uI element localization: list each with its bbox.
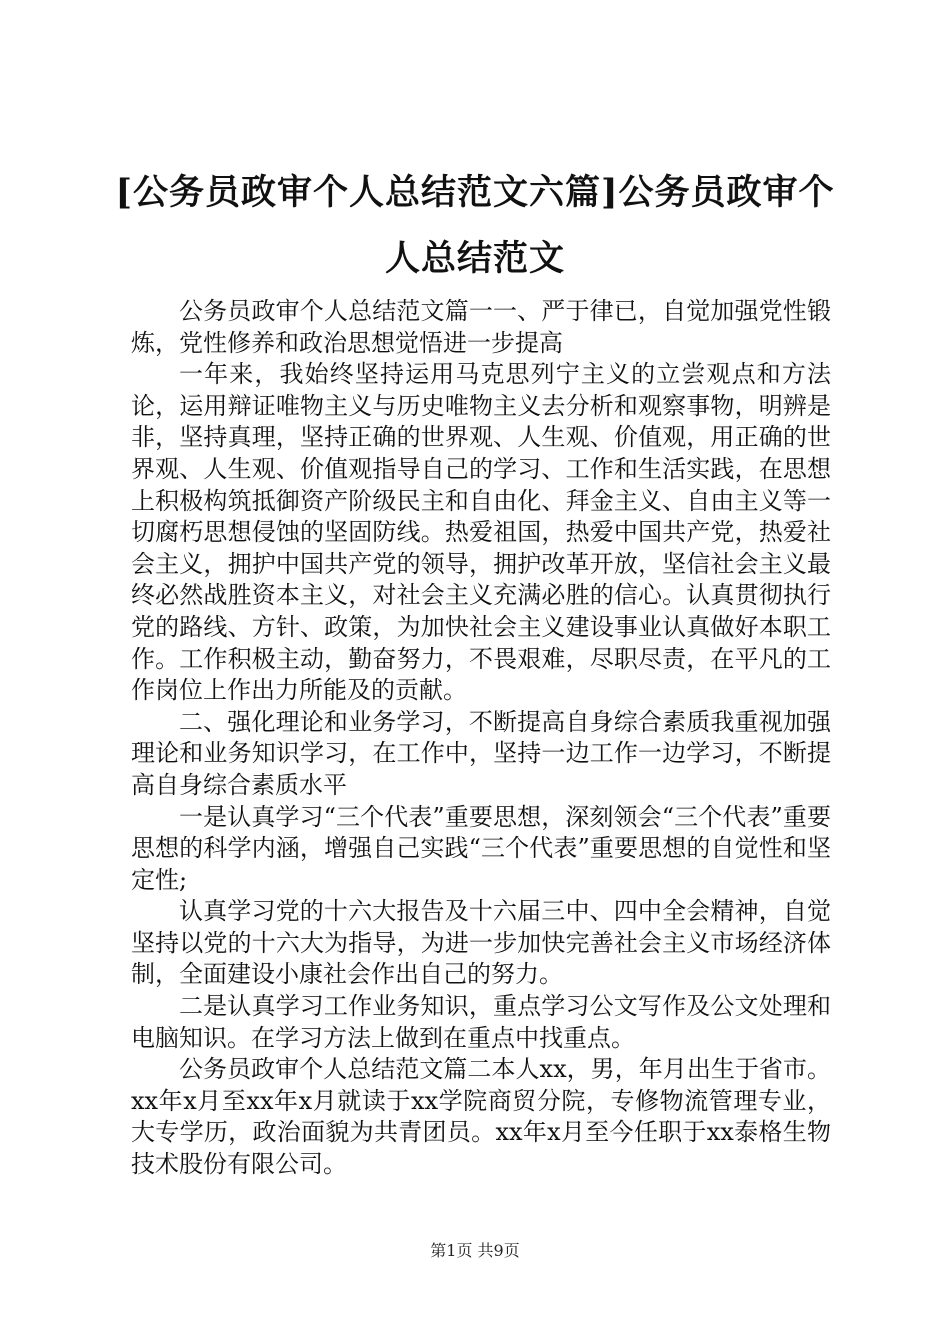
paragraph: 公务员政审个人总结范文篇一一、严于律已，自觉加强党性锻炼，党性修养和政治思想觉悟进一步提高 — [131, 297, 831, 357]
page-number-footer: 第1页 共9页 — [430, 1241, 520, 1260]
paragraph: 公务员政审个人总结范文篇二本人xx，男，年月出生于省市。xx年x月至xx年x月就读于xx学院商贸分院，专修物流管理专业，大专学历，政治面貌为共青团员。xx年x月至今任职于xx泰格生物技术股份有限公司。 — [131, 1055, 831, 1179]
paragraph: 一是认真学习“三个代表”重要思想，深刻领会“三个代表”重要思想的科学内涵，增强自己实践“三个代表”重要思想的自觉性和坚定性; — [131, 802, 831, 894]
paragraph: 认真学习党的十六大报告及十六届三中、四中全会精神，自觉坚持以党的十六大为指导，为进一步加快完善社会主义市场经济体制，全面建设小康社会作出自己的努力。 — [131, 897, 831, 989]
paragraph: 二、强化理论和业务学习，不断提高自身综合素质我重视加强理论和业务知识学习，在工作中，坚持一边工作一边学习，不断提高自身综合素质水平 — [131, 707, 831, 799]
document-title: [公务员政审个人总结范文六篇]公务员政审个人总结范文 — [115, 172, 835, 279]
paragraph: 一年来，我始终坚持运用马克思列宁主义的立尝观点和方法论，运用辩证唯物主义与历史唯物主义去分析和观察事物，明辨是非，坚持真理，坚持正确的世界观、人生观、价值观，用正确的世界观、人生观、价值观指导自己的学习、工作和生活实践，在思想上积极构筑抵御资产阶级民主和自由化、拜金主义、自由主义等一切腐朽思想侵蚀的坚固防线。热爱祖国，热爱中国共产党，热爱社会主义，拥护中国共产党的领导，拥护改革开放，坚信社会主义最终必然战胜资本主义，对社会主义充满必胜的信心。认真贯彻执行党的路线、方针、政策，为加快社会主义建设事业认真做好本职工作。工作积极主动，勤奋努力，不畏艰难，尽职尽责，在平凡的工作岗位上作出力所能及的贡献。 — [131, 360, 831, 705]
document-body — [131, 296, 831, 1181]
paragraph: 二是认真学习工作业务知识，重点学习公文写作及公文处理和电脑知识。在学习方法上做到在重点中找重点。 — [131, 992, 831, 1052]
